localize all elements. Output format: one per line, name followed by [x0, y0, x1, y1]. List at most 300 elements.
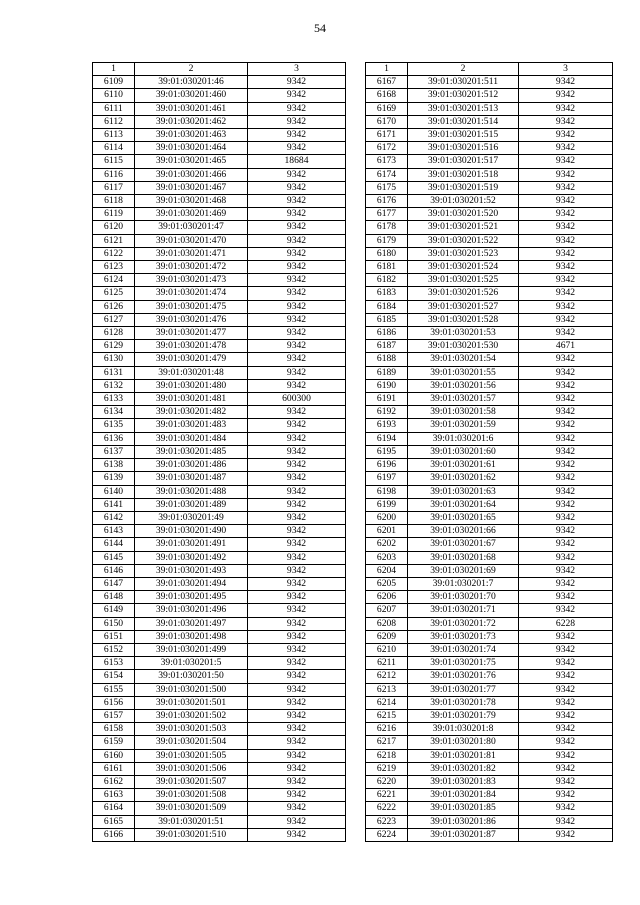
cadastral-number-cell: 39:01:030201:508	[135, 789, 248, 802]
table-row	[366, 353, 613, 366]
cadastral-number-cell: 39:01:030201:473	[135, 274, 248, 287]
row-number-cell: 6211	[366, 657, 408, 670]
cadastral-number-cell: 39:01:030201:528	[408, 313, 519, 326]
table-row	[366, 709, 613, 722]
value-cell: 9342	[248, 300, 346, 313]
row-number-cell: 6167	[366, 76, 408, 89]
row-number-cell: 6125	[93, 287, 135, 300]
table-row	[366, 762, 613, 775]
cadastral-number-cell: 39:01:030201:66	[408, 525, 519, 538]
cadastral-number-cell: 39:01:030201:503	[135, 723, 248, 736]
row-number-cell: 6138	[93, 459, 135, 472]
cadastral-number-cell: 39:01:030201:485	[135, 445, 248, 458]
row-number-cell: 6162	[93, 775, 135, 788]
value-cell: 9342	[248, 274, 346, 287]
value-cell: 9342	[248, 696, 346, 709]
table-row	[366, 393, 613, 406]
cadastral-number-cell: 39:01:030201:498	[135, 630, 248, 643]
table-row	[93, 498, 346, 511]
cadastral-number-cell: 39:01:030201:53	[408, 327, 519, 340]
table-row	[366, 736, 613, 749]
row-number-cell: 6203	[366, 551, 408, 564]
table-row	[366, 366, 613, 379]
cadastral-number-cell: 39:01:030201:521	[408, 221, 519, 234]
row-number-cell: 6173	[366, 155, 408, 168]
value-cell: 9342	[248, 313, 346, 326]
table-row	[93, 393, 346, 406]
cadastral-number-cell: 39:01:030201:466	[135, 168, 248, 181]
row-number-cell: 6176	[366, 195, 408, 208]
value-cell: 9342	[248, 643, 346, 656]
value-cell: 18684	[248, 155, 346, 168]
row-number-cell: 6136	[93, 432, 135, 445]
row-number-cell: 6180	[366, 247, 408, 260]
table-row	[93, 406, 346, 419]
table-row	[366, 445, 613, 458]
value-cell: 9342	[248, 564, 346, 577]
value-cell: 9342	[248, 709, 346, 722]
value-cell: 9342	[248, 419, 346, 432]
row-number-cell: 6127	[93, 313, 135, 326]
value-cell: 9342	[519, 604, 613, 617]
value-cell: 9342	[519, 247, 613, 260]
cadastral-number-cell: 39:01:030201:497	[135, 617, 248, 630]
row-number-cell: 6170	[366, 115, 408, 128]
row-number-cell: 6131	[93, 366, 135, 379]
row-number-cell: 6186	[366, 327, 408, 340]
cadastral-number-cell: 39:01:030201:512	[408, 89, 519, 102]
cadastral-number-cell: 39:01:030201:516	[408, 142, 519, 155]
row-number-cell: 6205	[366, 577, 408, 590]
row-number-cell: 6220	[366, 775, 408, 788]
value-cell: 9342	[519, 195, 613, 208]
value-cell: 9342	[519, 789, 613, 802]
row-number-cell: 6112	[93, 115, 135, 128]
value-cell: 9342	[519, 775, 613, 788]
cadastral-number-cell: 39:01:030201:6	[408, 432, 519, 445]
cadastral-number-cell: 39:01:030201:8	[408, 723, 519, 736]
cadastral-number-cell: 39:01:030201:513	[408, 102, 519, 115]
table-row	[93, 445, 346, 458]
value-cell: 9342	[248, 577, 346, 590]
table-row	[93, 670, 346, 683]
row-number-cell: 6150	[93, 617, 135, 630]
cadastral-number-cell: 39:01:030201:75	[408, 657, 519, 670]
cadastral-number-cell: 39:01:030201:57	[408, 393, 519, 406]
value-cell: 9342	[248, 406, 346, 419]
value-cell: 9342	[519, 723, 613, 736]
row-number-cell: 6123	[93, 261, 135, 274]
cadastral-number-cell: 39:01:030201:515	[408, 129, 519, 142]
table-row	[366, 749, 613, 762]
table-row	[93, 432, 346, 445]
cadastral-number-cell: 39:01:030201:489	[135, 498, 248, 511]
value-cell: 9342	[248, 525, 346, 538]
row-number-cell: 6135	[93, 419, 135, 432]
table-row	[366, 525, 613, 538]
row-number-cell: 6224	[366, 828, 408, 841]
table-row	[93, 247, 346, 260]
table-row	[93, 195, 346, 208]
row-number-cell: 6133	[93, 393, 135, 406]
column-header-value: 3	[519, 63, 613, 76]
table-row	[93, 538, 346, 551]
table-row	[366, 604, 613, 617]
value-cell: 9342	[519, 366, 613, 379]
value-cell: 9342	[519, 419, 613, 432]
cadastral-number-cell: 39:01:030201:484	[135, 432, 248, 445]
cadastral-number-cell: 39:01:030201:78	[408, 696, 519, 709]
table-row	[93, 379, 346, 392]
table-row	[93, 709, 346, 722]
value-cell: 9342	[248, 604, 346, 617]
row-number-cell: 6157	[93, 709, 135, 722]
table-row	[366, 459, 613, 472]
cadastral-number-cell: 39:01:030201:501	[135, 696, 248, 709]
cadastral-number-cell: 39:01:030201:70	[408, 591, 519, 604]
page-number: 54	[314, 21, 326, 35]
value-cell: 9342	[248, 115, 346, 128]
row-number-cell: 6117	[93, 181, 135, 194]
table-row	[93, 683, 346, 696]
value-cell: 9342	[519, 155, 613, 168]
cadastral-number-cell: 39:01:030201:520	[408, 208, 519, 221]
cadastral-number-cell: 39:01:030201:482	[135, 406, 248, 419]
table-row	[366, 287, 613, 300]
cadastral-number-cell: 39:01:030201:61	[408, 459, 519, 472]
row-number-cell: 6198	[366, 485, 408, 498]
table-row	[366, 577, 613, 590]
cadastral-number-cell: 39:01:030201:52	[408, 195, 519, 208]
row-number-cell: 6147	[93, 577, 135, 590]
row-number-cell: 6132	[93, 379, 135, 392]
cadastral-number-cell: 39:01:030201:480	[135, 379, 248, 392]
cadastral-number-cell: 39:01:030201:481	[135, 393, 248, 406]
value-cell: 9342	[248, 749, 346, 762]
table-header-row	[366, 63, 613, 76]
row-number-cell: 6116	[93, 168, 135, 181]
table-row	[366, 723, 613, 736]
cadastral-number-cell: 39:01:030201:477	[135, 327, 248, 340]
table-row	[366, 195, 613, 208]
cadastral-number-cell: 39:01:030201:492	[135, 551, 248, 564]
row-number-cell: 6130	[93, 353, 135, 366]
cadastral-number-cell: 39:01:030201:468	[135, 195, 248, 208]
cadastral-number-cell: 39:01:030201:67	[408, 538, 519, 551]
table-row	[93, 234, 346, 247]
row-number-cell: 6189	[366, 366, 408, 379]
row-number-cell: 6146	[93, 564, 135, 577]
cadastral-number-cell: 39:01:030201:81	[408, 749, 519, 762]
right-cadastral-table	[365, 62, 613, 842]
table-row	[93, 102, 346, 115]
cadastral-number-cell: 39:01:030201:526	[408, 287, 519, 300]
value-cell: 9342	[519, 445, 613, 458]
table-row	[366, 208, 613, 221]
row-number-cell: 6192	[366, 406, 408, 419]
table-row	[93, 327, 346, 340]
value-cell: 9342	[519, 379, 613, 392]
table-row	[93, 657, 346, 670]
row-number-cell: 6159	[93, 736, 135, 749]
table-row	[93, 775, 346, 788]
value-cell: 9342	[248, 511, 346, 524]
cadastral-number-cell: 39:01:030201:49	[135, 511, 248, 524]
cadastral-number-cell: 39:01:030201:491	[135, 538, 248, 551]
table-row	[366, 775, 613, 788]
cadastral-number-cell: 39:01:030201:59	[408, 419, 519, 432]
row-number-cell: 6200	[366, 511, 408, 524]
cadastral-number-cell: 39:01:030201:493	[135, 564, 248, 577]
cadastral-number-cell: 39:01:030201:496	[135, 604, 248, 617]
table-row	[366, 379, 613, 392]
row-number-cell: 6194	[366, 432, 408, 445]
table-row	[93, 525, 346, 538]
table-row	[366, 591, 613, 604]
row-number-cell: 6168	[366, 89, 408, 102]
table-row	[366, 274, 613, 287]
cadastral-number-cell: 39:01:030201:464	[135, 142, 248, 155]
table-row	[93, 459, 346, 472]
cadastral-number-cell: 39:01:030201:469	[135, 208, 248, 221]
column-header-number: 1	[93, 63, 135, 76]
table-row	[93, 577, 346, 590]
cadastral-number-cell: 39:01:030201:85	[408, 802, 519, 815]
row-number-cell: 6120	[93, 221, 135, 234]
value-cell: 9342	[519, 406, 613, 419]
table-row	[366, 102, 613, 115]
cadastral-number-cell: 39:01:030201:519	[408, 181, 519, 194]
value-cell: 9342	[248, 287, 346, 300]
value-cell: 9342	[248, 670, 346, 683]
row-number-cell: 6183	[366, 287, 408, 300]
table-row	[93, 643, 346, 656]
table-header-row	[93, 63, 346, 76]
table-row	[366, 115, 613, 128]
cadastral-number-cell: 39:01:030201:470	[135, 234, 248, 247]
table-row	[366, 683, 613, 696]
value-cell: 9342	[519, 327, 613, 340]
table-row	[366, 142, 613, 155]
table-row	[366, 498, 613, 511]
row-number-cell: 6218	[366, 749, 408, 762]
table-row	[93, 287, 346, 300]
row-number-cell: 6185	[366, 313, 408, 326]
value-cell: 9342	[248, 815, 346, 828]
cadastral-number-cell: 39:01:030201:64	[408, 498, 519, 511]
cadastral-number-cell: 39:01:030201:502	[135, 709, 248, 722]
table-row	[93, 564, 346, 577]
value-cell: 9342	[248, 538, 346, 551]
value-cell: 9342	[519, 353, 613, 366]
cadastral-number-cell: 39:01:030201:74	[408, 643, 519, 656]
cadastral-number-cell: 39:01:030201:62	[408, 472, 519, 485]
table-row	[366, 221, 613, 234]
cadastral-number-cell: 39:01:030201:495	[135, 591, 248, 604]
row-number-cell: 6160	[93, 749, 135, 762]
value-cell: 9342	[519, 498, 613, 511]
table-row	[366, 630, 613, 643]
value-cell: 9342	[248, 142, 346, 155]
table-row	[366, 76, 613, 89]
cadastral-number-cell: 39:01:030201:5	[135, 657, 248, 670]
table-row	[93, 762, 346, 775]
cadastral-number-cell: 39:01:030201:478	[135, 340, 248, 353]
row-number-cell: 6182	[366, 274, 408, 287]
table-row	[93, 168, 346, 181]
value-cell: 9342	[519, 221, 613, 234]
table-row	[366, 129, 613, 142]
value-cell: 9342	[248, 247, 346, 260]
row-number-cell: 6151	[93, 630, 135, 643]
row-number-cell: 6119	[93, 208, 135, 221]
table-row	[366, 419, 613, 432]
cadastral-number-cell: 39:01:030201:511	[408, 76, 519, 89]
row-number-cell: 6118	[93, 195, 135, 208]
row-number-cell: 6204	[366, 564, 408, 577]
row-number-cell: 6158	[93, 723, 135, 736]
table-row	[366, 432, 613, 445]
row-number-cell: 6201	[366, 525, 408, 538]
row-number-cell: 6145	[93, 551, 135, 564]
cadastral-number-cell: 39:01:030201:50	[135, 670, 248, 683]
table-row	[366, 538, 613, 551]
row-number-cell: 6169	[366, 102, 408, 115]
value-cell: 9342	[248, 762, 346, 775]
row-number-cell: 6187	[366, 340, 408, 353]
value-cell: 9342	[248, 261, 346, 274]
value-cell: 9342	[248, 551, 346, 564]
cadastral-number-cell: 39:01:030201:460	[135, 89, 248, 102]
row-number-cell: 6174	[366, 168, 408, 181]
value-cell: 9342	[519, 643, 613, 656]
cadastral-number-cell: 39:01:030201:517	[408, 155, 519, 168]
table-row	[93, 828, 346, 841]
table-row	[93, 181, 346, 194]
row-number-cell: 6207	[366, 604, 408, 617]
value-cell: 9342	[519, 129, 613, 142]
cadastral-number-cell: 39:01:030201:79	[408, 709, 519, 722]
table-row	[93, 353, 346, 366]
row-number-cell: 6153	[93, 657, 135, 670]
row-number-cell: 6195	[366, 445, 408, 458]
value-cell: 9342	[248, 459, 346, 472]
cadastral-number-cell: 39:01:030201:467	[135, 181, 248, 194]
row-number-cell: 6181	[366, 261, 408, 274]
cadastral-number-cell: 39:01:030201:68	[408, 551, 519, 564]
cadastral-number-cell: 39:01:030201:7	[408, 577, 519, 590]
cadastral-number-cell: 39:01:030201:58	[408, 406, 519, 419]
table-row	[366, 472, 613, 485]
cadastral-number-cell: 39:01:030201:475	[135, 300, 248, 313]
row-number-cell: 6113	[93, 129, 135, 142]
row-number-cell: 6217	[366, 736, 408, 749]
cadastral-number-cell: 39:01:030201:523	[408, 247, 519, 260]
value-cell: 9342	[248, 498, 346, 511]
value-cell: 9342	[519, 208, 613, 221]
row-number-cell: 6141	[93, 498, 135, 511]
value-cell: 9342	[519, 261, 613, 274]
table-row	[93, 89, 346, 102]
table-row	[366, 828, 613, 841]
table-row	[366, 511, 613, 524]
value-cell: 9342	[248, 736, 346, 749]
value-cell: 9342	[248, 432, 346, 445]
value-cell: 4671	[519, 340, 613, 353]
row-number-cell: 6149	[93, 604, 135, 617]
row-number-cell: 6212	[366, 670, 408, 683]
table-row	[366, 406, 613, 419]
table-row	[366, 670, 613, 683]
row-number-cell: 6190	[366, 379, 408, 392]
cadastral-number-cell: 39:01:030201:462	[135, 115, 248, 128]
value-cell: 9342	[248, 129, 346, 142]
cadastral-number-cell: 39:01:030201:518	[408, 168, 519, 181]
row-number-cell: 6216	[366, 723, 408, 736]
cadastral-number-cell: 39:01:030201:527	[408, 300, 519, 313]
cadastral-number-cell: 39:01:030201:77	[408, 683, 519, 696]
value-cell: 9342	[248, 353, 346, 366]
table-row	[93, 617, 346, 630]
table-row	[366, 643, 613, 656]
value-cell: 9342	[248, 472, 346, 485]
row-number-cell: 6196	[366, 459, 408, 472]
cadastral-number-cell: 39:01:030201:47	[135, 221, 248, 234]
table-row	[366, 300, 613, 313]
table-row	[93, 736, 346, 749]
value-cell: 9342	[519, 115, 613, 128]
value-cell: 6228	[519, 617, 613, 630]
value-cell: 9342	[519, 511, 613, 524]
cadastral-number-cell: 39:01:030201:483	[135, 419, 248, 432]
table-row	[366, 617, 613, 630]
cadastral-number-cell: 39:01:030201:505	[135, 749, 248, 762]
table-row	[93, 274, 346, 287]
row-number-cell: 6114	[93, 142, 135, 155]
row-number-cell: 6122	[93, 247, 135, 260]
row-number-cell: 6144	[93, 538, 135, 551]
cadastral-number-cell: 39:01:030201:51	[135, 815, 248, 828]
value-cell: 9342	[519, 168, 613, 181]
row-number-cell: 6137	[93, 445, 135, 458]
cadastral-number-cell: 39:01:030201:490	[135, 525, 248, 538]
row-number-cell: 6222	[366, 802, 408, 815]
row-number-cell: 6208	[366, 617, 408, 630]
cadastral-number-cell: 39:01:030201:71	[408, 604, 519, 617]
value-cell: 9342	[519, 274, 613, 287]
cadastral-number-cell: 39:01:030201:510	[135, 828, 248, 841]
table-row	[93, 300, 346, 313]
table-row	[93, 511, 346, 524]
value-cell: 9342	[519, 657, 613, 670]
value-cell: 9342	[248, 208, 346, 221]
table-row	[93, 591, 346, 604]
row-number-cell: 6178	[366, 221, 408, 234]
value-cell: 9342	[519, 670, 613, 683]
value-cell: 9342	[519, 551, 613, 564]
cadastral-number-cell: 39:01:030201:46	[135, 76, 248, 89]
row-number-cell: 6163	[93, 789, 135, 802]
row-number-cell: 6188	[366, 353, 408, 366]
value-cell: 9342	[519, 709, 613, 722]
value-cell: 9342	[519, 736, 613, 749]
table-row	[366, 313, 613, 326]
value-cell: 9342	[248, 683, 346, 696]
row-number-cell: 6199	[366, 498, 408, 511]
table-row	[93, 485, 346, 498]
table-row	[93, 472, 346, 485]
row-number-cell: 6134	[93, 406, 135, 419]
